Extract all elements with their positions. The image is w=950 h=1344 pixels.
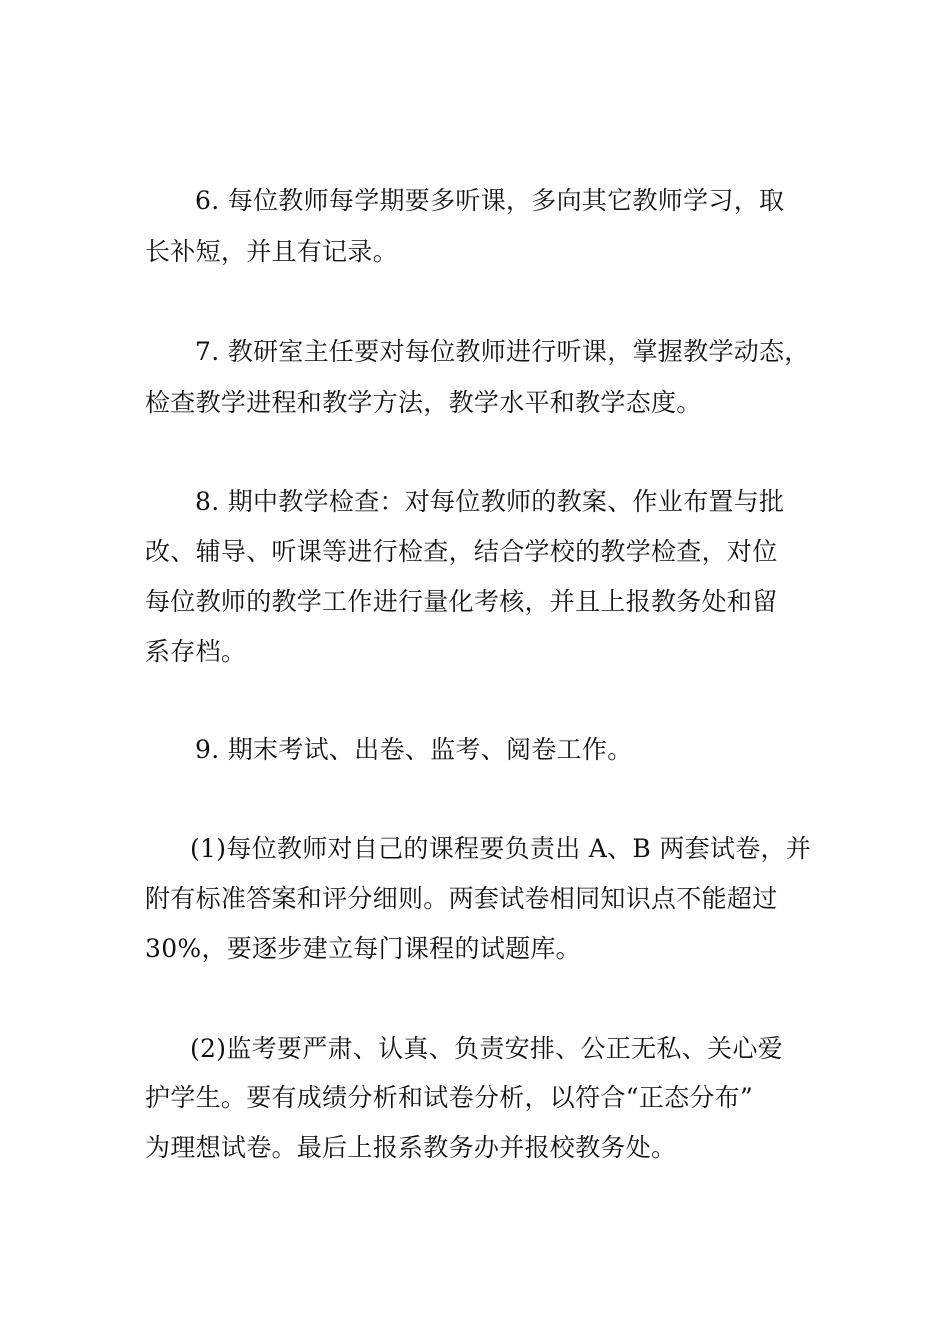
text-line: 7. 教研室主任要对每位教师进行听课，掌握教学动态， — [195, 337, 810, 366]
text-line: 6. 每位教师每学期要多听课，多向其它教师学习，取 — [195, 186, 785, 215]
text-line: 改、辅导、听课等进行检查，结合学校的教学检查，对位 — [145, 537, 778, 566]
text-line: 检查教学进程和教学方法，教学水平和教学态度。 — [145, 388, 702, 417]
text-line: 系存档。 — [145, 637, 247, 666]
text-line: 30%，要逐步建立每门课程的试题库。 — [145, 934, 581, 963]
text-line: 9. 期末考试、出卷、监考、阅卷工作。 — [195, 735, 633, 764]
text-line: 8. 期中教学检查：对每位教师的教案、作业布置与批 — [195, 487, 785, 516]
text-line: 为理想试卷。最后上报系教务办并报校教务处。 — [145, 1133, 677, 1162]
text-line: 每位教师的教学工作进行量化考核，并且上报教务处和留 — [145, 587, 778, 616]
text-line: 护学生。要有成绩分析和试卷分析，以符合“正态分布” — [145, 1083, 754, 1112]
text-line: (1)每位教师对自己的课程要负责出 A、B 两套试卷，并 — [190, 834, 812, 863]
text-line: 附有标准答案和评分细则。两套试卷相同知识点不能超过 — [145, 884, 778, 913]
text-line: (2)监考要严肃、认真、负责安排、公正无私、关心爱 — [190, 1034, 783, 1063]
text-line: 长补短，并且有记录。 — [145, 237, 399, 266]
